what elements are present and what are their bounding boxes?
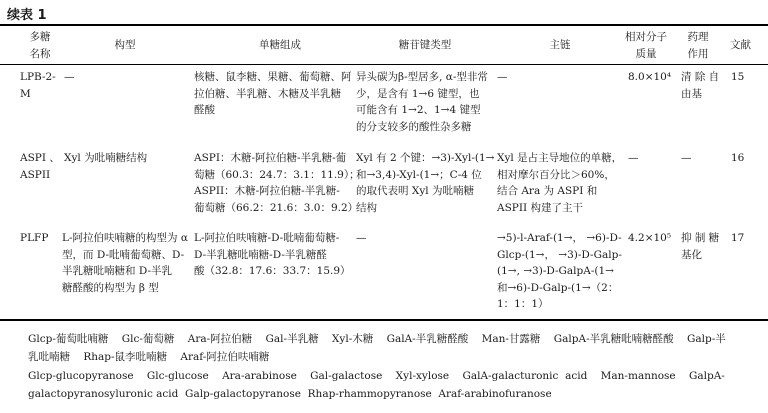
row2-mw: — xyxy=(628,152,639,164)
footnote-line-2: 乳吡喃糖 Rhap-鼠李吡喃糖 Araf-阿拉伯呋喃糖 xyxy=(28,351,270,363)
table-caption: 续表 1 xyxy=(7,8,47,23)
row1-structure: — xyxy=(64,71,75,83)
row3-glycosidic: — xyxy=(356,232,367,244)
row2-backbone: Xyl 是占主导地位的单糖， 相对摩尔百分比＞60%， 结合 Ara 为 ASPI 和 ASPII 构建了主干 xyxy=(497,152,623,214)
row2-ref: 16 xyxy=(731,152,745,164)
footnote-line-3: Glcp-glucopyranose Glc-glucose Ara-arabinose Gal-galactose Xyl-xylose GalA-galacturonic acid Man-mannose GalpA- xyxy=(28,370,725,382)
row3-name: PLFP xyxy=(20,232,49,244)
row2-pharm: — xyxy=(681,152,692,164)
header-backbone: 主链 xyxy=(549,39,571,51)
header-pharmacology: 药理 作用 xyxy=(687,31,709,60)
row1-monosaccharide: 核糖、鼠李糖、果糖、葡萄糖、阿 拉伯糖、半乳糖、木糖及半乳糖 醛酸 xyxy=(194,71,352,116)
row1-pharm: 清 除 自 由基 xyxy=(681,71,720,100)
header-reference: 文献 xyxy=(730,39,751,51)
row3-structure: L-阿拉伯呋喃糖的构型为 α 型，而 D-吡喃葡萄糖、D- 半乳糖吡喃糖和 D-半乳 糖醛酸的构型为 β 型 xyxy=(62,232,188,294)
row1-ref: 15 xyxy=(731,71,745,83)
row3-pharm: 抑 制 糖 基化 xyxy=(681,232,720,261)
header-glycosidic: 糖苷键类型 xyxy=(398,39,452,51)
bottom-rule xyxy=(0,319,768,321)
row2-monosaccharide: ASPI：木糖-阿拉伯糖-半乳糖-葡 萄糖（60.3：24.7：3.1：11.9）； ASPII：木糖-阿拉伯糖-半乳糖- 葡萄糖（66.2：21.6：3.0：9.2） xyxy=(194,152,360,214)
row3-ref: 17 xyxy=(731,232,745,244)
row1-backbone: — xyxy=(497,71,508,83)
header-structure: 构型 xyxy=(114,39,136,51)
row1-glycosidic: 异头碳为β-型居多, α-型非常 少，是含有 1→6 键型，也 可能含有 1→2、1→4 键型 的分支较多的酸性杂多糖 xyxy=(356,71,488,133)
row1-name: LPB-2-M xyxy=(20,71,56,100)
header-name: 多糖 名称 xyxy=(29,31,51,60)
footnote-line-1: Glcp-葡萄吡喃糖 Glc-葡萄糖 Ara-阿拉伯糖 Gal-半乳糖 Xyl-木糖 GalA-半乳糖醛酸 Man-甘露糖 GalpA-半乳糖吡喃糖醛酸 Galp-半 xyxy=(28,333,726,345)
row2-name: ASPI 、 ASPII xyxy=(20,152,60,181)
top-rule xyxy=(0,24,768,26)
row3-mw: 4.2×10⁵ xyxy=(628,232,672,244)
header-rule xyxy=(0,64,768,65)
row1-mw: 8.0×10⁴ xyxy=(628,71,672,83)
row2-glycosidic: Xyl 有 2 个键：→3)-Xyl-(1→ 和→3,4)-Xyl-(1→；C-4 位 的取代表明 Xyl 为吡喃糖 结构 xyxy=(356,152,495,214)
header-molecular-weight: 相对分子 质量 xyxy=(625,31,667,60)
row3-backbone: →5)-l-Araf-(1→， →6)-D- Glcp-(1→， →3)-D-Galp- (1→, →3)-D-GalpA-(1→ 和→6)-D-Galp-(1→（2： 1：1：1） xyxy=(497,232,622,310)
row3-monosaccharide: L-阿拉伯呋喃糖-D-吡喃葡萄糖- D-半乳糖吡喃糖-D-半乳糖醛 酸（32.8：17.6：33.7：15.9） xyxy=(194,232,351,277)
header-monosaccharide: 单糖组成 xyxy=(259,39,301,51)
footnote-line-4: galactopyranosyluronic acid Galp-galactopyranose Rhap-rhammopyranose Araf-arabinofuranose xyxy=(28,388,552,400)
row2-structure: Xyl 为吡喃糖结构 xyxy=(64,152,148,164)
